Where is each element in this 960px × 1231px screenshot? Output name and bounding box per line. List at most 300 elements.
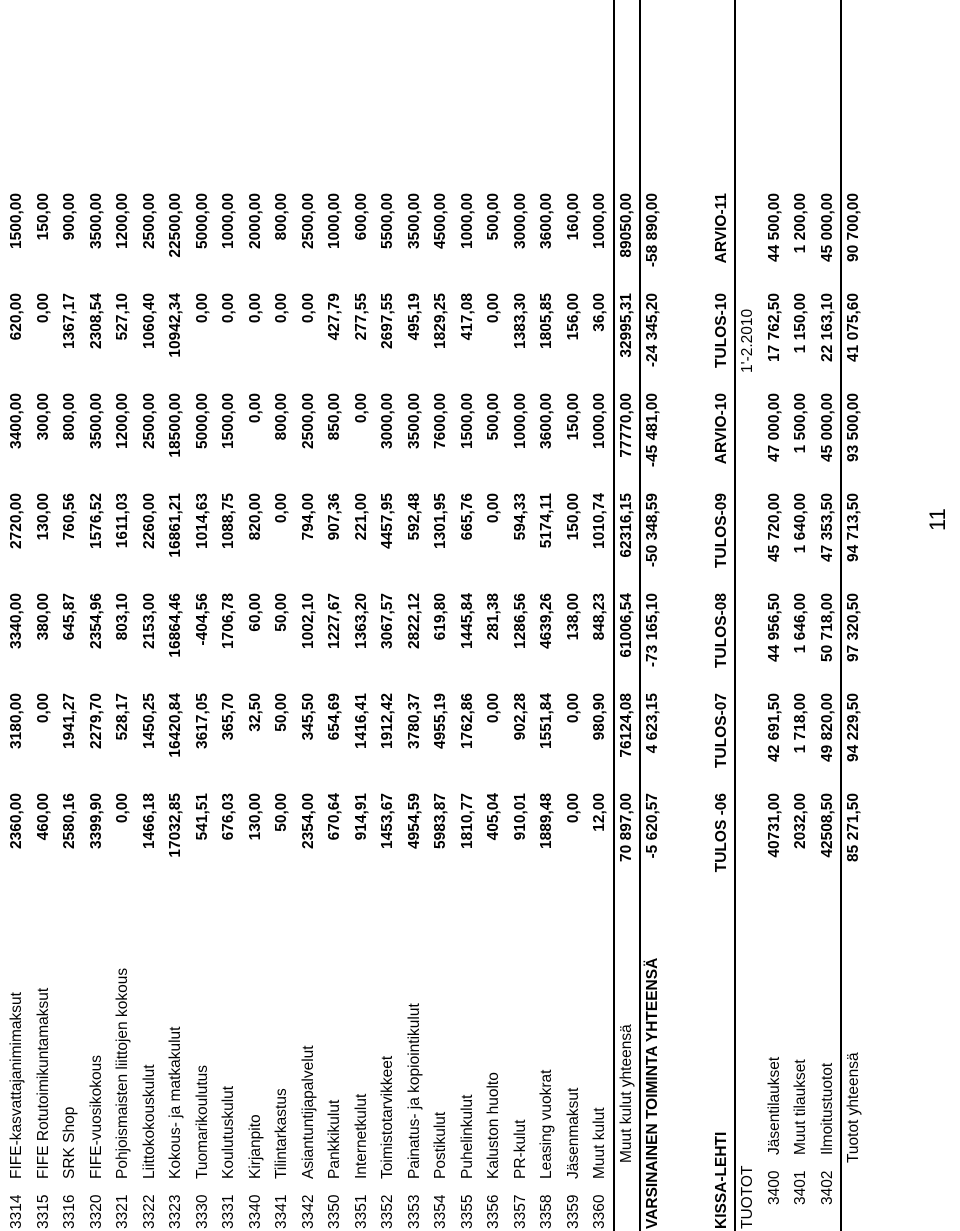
value-cell: 44 500,00 <box>765 193 783 262</box>
value-cell: 2032,00 <box>792 793 809 850</box>
grand-total-label: VARSINAINEN TOIMINTA YHTEENSÄ <box>644 957 661 1229</box>
row-label: Pankkikulut <box>326 1099 343 1179</box>
value-cell: 93 500,00 <box>845 393 862 462</box>
value-cell: 47 353,50 <box>818 493 836 562</box>
row-code: 3351 <box>352 1194 370 1229</box>
value-cell: 1 640,00 <box>792 493 809 554</box>
value-cell: 2500,00 <box>140 193 158 250</box>
column-header: ARVIO-11 <box>712 193 730 264</box>
row-code: 3357 <box>511 1194 529 1229</box>
page-number: 11 <box>925 508 950 531</box>
value-cell: -404,56 <box>193 593 211 646</box>
value-cell: 1 718,00 <box>792 693 809 754</box>
kissa-header-row <box>709 0 735 1231</box>
value-cell: 1 646,00 <box>792 593 809 654</box>
value-cell: 3600,00 <box>538 393 555 450</box>
row-label: Tuomarikoulutus <box>193 1064 211 1179</box>
value-cell: 77770,00 <box>617 393 635 458</box>
value-cell: 800,00 <box>273 193 290 241</box>
value-cell: 794,00 <box>299 493 317 541</box>
value-cell: 2260,00 <box>140 493 158 550</box>
value-cell: 1363,20 <box>352 593 370 650</box>
row-code: 3340 <box>246 1194 264 1229</box>
value-cell: 541,51 <box>193 793 211 841</box>
table-row <box>561 0 587 1231</box>
value-cell: 1000,00 <box>591 393 608 450</box>
value-cell: 18500,00 <box>167 393 184 458</box>
value-cell: 1000,00 <box>326 193 343 250</box>
column-header: TULOS-08 <box>712 593 730 668</box>
value-cell: -50 348,59 <box>644 493 661 568</box>
column-header: TULOS-10 <box>712 293 730 368</box>
value-cell: 1576,52 <box>87 493 105 550</box>
row-label: Ilmoitustuotot <box>818 1062 836 1155</box>
table-row <box>190 0 216 1231</box>
column-header: TULOS-07 <box>712 693 730 768</box>
value-cell: 592,48 <box>405 493 423 541</box>
value-cell: 405,04 <box>485 793 502 841</box>
value-cell: 138,00 <box>564 593 582 641</box>
row-label: Kokous- ja matkakulut <box>167 1026 184 1179</box>
table-row <box>788 0 814 1231</box>
row-label: Kaluston huolto <box>485 1072 502 1179</box>
table-row <box>428 0 454 1231</box>
value-cell: 22500,00 <box>167 193 184 258</box>
value-cell: 4639,26 <box>538 593 555 650</box>
section-label: TUOTOT <box>739 1165 756 1229</box>
value-cell: 1706,78 <box>220 593 237 650</box>
value-cell: 300,00 <box>34 393 52 441</box>
row-code: 3342 <box>299 1194 317 1229</box>
table-row <box>402 0 428 1231</box>
value-cell: 150,00 <box>564 493 582 541</box>
value-cell: 1 500,00 <box>792 393 809 454</box>
value-cell: 0,00 <box>273 293 290 324</box>
value-cell: 1367,17 <box>61 293 78 350</box>
column-header: ARVIO-10 <box>712 393 730 465</box>
row-code: 3353 <box>405 1194 423 1229</box>
row-label: PR-kulut <box>511 1119 529 1179</box>
value-cell: 3180,00 <box>8 693 25 750</box>
table-row <box>296 0 322 1231</box>
table-row <box>137 0 163 1231</box>
expenses-total-row <box>614 0 640 1231</box>
row-label: Jäsentilaukset <box>765 1056 783 1155</box>
value-cell: 49 820,00 <box>818 693 836 762</box>
row-label: Leasing vuokrat <box>538 1069 555 1179</box>
value-cell: 4457,95 <box>379 493 396 550</box>
value-cell: 50,00 <box>273 593 290 632</box>
value-cell: 365,70 <box>220 693 237 741</box>
table-row <box>57 0 83 1231</box>
value-cell: 50 718,00 <box>818 593 836 662</box>
value-cell: 0,00 <box>299 293 317 324</box>
value-cell: 594,33 <box>511 493 529 541</box>
value-cell: -5 620,57 <box>644 793 661 859</box>
value-cell: 619,80 <box>432 593 449 641</box>
value-cell: 50,00 <box>273 693 290 732</box>
value-cell: 676,03 <box>220 793 237 841</box>
value-cell: 3000,00 <box>379 393 396 450</box>
row-label: Postikulut <box>432 1111 449 1179</box>
value-cell: 1810,77 <box>458 793 476 850</box>
table-row <box>762 0 788 1231</box>
table-row <box>269 0 295 1231</box>
row-code: 3356 <box>485 1194 502 1229</box>
value-cell: 16864,46 <box>167 593 184 658</box>
value-cell: 1450,25 <box>140 693 158 750</box>
value-cell: 16420,84 <box>167 693 184 758</box>
value-cell: 1286,56 <box>511 593 529 650</box>
value-cell: 4500,00 <box>432 193 449 250</box>
row-code: 3358 <box>538 1194 555 1229</box>
value-cell: 160,00 <box>564 193 582 241</box>
table-row <box>587 0 613 1231</box>
value-cell: 1453,67 <box>379 793 396 850</box>
value-cell: 3399,90 <box>87 793 105 850</box>
value-cell: 150,00 <box>564 393 582 441</box>
value-cell: 156,00 <box>564 293 582 341</box>
row-code: 3400 <box>765 1170 783 1205</box>
table-row <box>815 0 841 1231</box>
value-cell: 1301,95 <box>432 493 449 550</box>
value-cell: 36,00 <box>591 293 608 332</box>
value-cell: 1445,84 <box>458 593 476 650</box>
value-cell: 2697,55 <box>379 293 396 350</box>
value-cell: 2308,54 <box>87 293 105 350</box>
value-cell: 2580,16 <box>61 793 78 850</box>
value-cell: 3500,00 <box>405 393 423 450</box>
value-cell: 527,10 <box>114 293 131 341</box>
value-cell: 0,00 <box>485 293 502 324</box>
value-cell: -73 165,10 <box>644 593 661 668</box>
value-cell: 1002,10 <box>299 593 317 650</box>
value-cell: 427,79 <box>326 293 343 341</box>
value-cell: 1912,42 <box>379 693 396 750</box>
value-cell: 1383,30 <box>511 293 529 350</box>
value-cell: 0,00 <box>564 693 582 724</box>
value-cell: 0,00 <box>193 293 211 324</box>
value-cell: 800,00 <box>273 393 290 441</box>
value-cell: 0,00 <box>246 293 264 324</box>
value-cell: 41 075,60 <box>845 293 862 362</box>
row-code: 3315 <box>34 1194 52 1229</box>
value-cell: 848,23 <box>591 593 608 641</box>
table-row <box>349 0 375 1231</box>
value-cell: 0,00 <box>485 693 502 724</box>
value-cell: 500,00 <box>485 393 502 441</box>
value-cell: 0,00 <box>114 793 131 824</box>
total-label: Tuotot yhteensä <box>845 1052 862 1163</box>
value-cell: 902,28 <box>511 693 529 741</box>
value-cell: 2720,00 <box>8 493 25 550</box>
value-cell: -58 890,00 <box>644 193 661 268</box>
value-cell: 800,00 <box>61 393 78 441</box>
value-cell: 85 271,50 <box>845 793 862 862</box>
value-cell: 89050,00 <box>617 193 635 258</box>
value-cell: 40731,00 <box>765 793 783 858</box>
value-cell: 3500,00 <box>405 193 423 250</box>
row-code: 3331 <box>220 1194 237 1229</box>
row-label: SRK Shop <box>61 1106 78 1179</box>
section-row <box>735 0 761 1231</box>
table-row <box>455 0 481 1231</box>
row-code: 3352 <box>379 1194 396 1229</box>
table-row <box>31 0 57 1231</box>
value-cell: 32995,31 <box>617 293 635 358</box>
row-code: 3321 <box>114 1194 131 1229</box>
subheader-note: 1'-2.2010 <box>739 308 756 373</box>
kissa-title: KISSA-LEHTI <box>712 1131 730 1229</box>
value-cell: 1200,00 <box>114 393 131 450</box>
value-cell: 0,00 <box>220 293 237 324</box>
row-code: 3359 <box>564 1194 582 1229</box>
grand-total-row <box>640 0 666 1231</box>
value-cell: 1466,18 <box>140 793 158 850</box>
row-label: Tilintarkastus <box>273 1088 290 1179</box>
value-cell: 70 897,00 <box>617 793 635 862</box>
value-cell: 1000,00 <box>220 193 237 250</box>
value-cell: 10942,34 <box>167 293 184 358</box>
row-code: 3320 <box>87 1194 105 1229</box>
value-cell: 645,87 <box>61 593 78 641</box>
value-cell: 12,00 <box>591 793 608 832</box>
value-cell: 1010,74 <box>591 493 608 550</box>
value-cell: 16861,21 <box>167 493 184 558</box>
value-cell: 665,76 <box>458 493 476 541</box>
row-label: Toimistotarvikkeet <box>379 1055 396 1179</box>
row-code: 3360 <box>591 1194 608 1229</box>
value-cell: 803,10 <box>114 593 131 641</box>
value-cell: 980,90 <box>591 693 608 741</box>
table-row <box>84 0 110 1231</box>
value-cell: 221,00 <box>352 493 370 541</box>
value-cell: 1088,75 <box>220 493 237 550</box>
value-cell: 62316,15 <box>617 493 635 558</box>
value-cell: -45 481,00 <box>644 393 661 468</box>
table-row <box>375 0 401 1231</box>
value-cell: 1000,00 <box>458 193 476 250</box>
value-cell: 417,08 <box>458 293 476 341</box>
value-cell: 94 713,50 <box>845 493 862 562</box>
value-cell: 32,50 <box>246 693 264 732</box>
value-cell: 1805,85 <box>538 293 555 350</box>
total-label: Muut kulut yhteensä <box>617 1024 635 1163</box>
value-cell: 4954,59 <box>405 793 423 850</box>
value-cell: 3340,00 <box>8 593 25 650</box>
row-code: 3355 <box>458 1194 476 1229</box>
value-cell: 1014,63 <box>193 493 211 550</box>
value-cell: 17 762,50 <box>765 293 783 362</box>
value-cell: 914,91 <box>352 793 370 841</box>
row-code: 3323 <box>167 1194 184 1229</box>
row-code: 3314 <box>8 1194 25 1229</box>
row-code: 3322 <box>140 1194 158 1229</box>
value-cell: 528,17 <box>114 693 131 741</box>
value-cell: 2500,00 <box>299 193 317 250</box>
table-row <box>508 0 534 1231</box>
value-cell: 1500,00 <box>220 393 237 450</box>
value-cell: 97 320,50 <box>845 593 862 662</box>
table-row <box>481 0 507 1231</box>
row-label: Internetkulut <box>352 1093 370 1179</box>
table-row <box>110 0 136 1231</box>
value-cell: 1500,00 <box>8 193 25 250</box>
value-cell: 2000,00 <box>246 193 264 250</box>
value-cell: 3067,57 <box>379 593 396 650</box>
value-cell: 1060,40 <box>140 293 158 350</box>
value-cell: 2279,70 <box>87 693 105 750</box>
value-cell: 1416,41 <box>352 693 370 750</box>
row-label: Kirjanpito <box>246 1114 264 1179</box>
value-cell: 3600,00 <box>538 193 555 250</box>
value-cell: 5500,00 <box>379 193 396 250</box>
row-label: Koulutuskulut <box>220 1085 237 1179</box>
row-code: 3316 <box>61 1194 78 1229</box>
row-code: 3402 <box>818 1170 836 1205</box>
row-label: Asiantuntijapalvelut <box>299 1045 317 1179</box>
table-row <box>163 0 189 1231</box>
value-cell: 850,00 <box>326 393 343 441</box>
value-cell: 620,00 <box>8 293 25 341</box>
row-code: 3330 <box>193 1194 211 1229</box>
row-label: Painatus- ja kopiointikulut <box>405 1003 423 1179</box>
value-cell: 5174,11 <box>538 493 555 549</box>
value-cell: 50,00 <box>273 793 290 832</box>
value-cell: 760,56 <box>61 493 78 541</box>
row-code: 3354 <box>432 1194 449 1229</box>
value-cell: 1 150,00 <box>792 293 809 354</box>
value-cell: 3500,00 <box>87 393 105 450</box>
value-cell: 2153,00 <box>140 593 158 650</box>
value-cell: 1000,00 <box>591 193 608 250</box>
table-row <box>243 0 269 1231</box>
value-cell: 2500,00 <box>140 393 158 450</box>
table-row <box>4 0 30 1231</box>
value-cell: 1500,00 <box>458 393 476 450</box>
row-code: 3350 <box>326 1194 343 1229</box>
row-label: Puhelinkulut <box>458 1094 476 1179</box>
value-cell: 60,00 <box>246 593 264 632</box>
value-cell: 1 200,00 <box>792 193 809 254</box>
value-cell: 7600,00 <box>432 393 449 450</box>
column-header: TULOS -06 <box>712 793 730 873</box>
value-cell: 61006,54 <box>617 593 635 658</box>
value-cell: 1829,25 <box>432 293 449 350</box>
value-cell: 5000,00 <box>193 393 211 450</box>
row-label: FIFE-vuosikokous <box>87 1054 105 1179</box>
value-cell: 1889,48 <box>538 793 555 850</box>
value-cell: 910,01 <box>511 793 529 841</box>
kissa-total-row <box>841 0 867 1231</box>
value-cell: 0,00 <box>352 393 370 424</box>
value-cell: 0,00 <box>246 393 264 424</box>
value-cell: 3500,00 <box>87 193 105 250</box>
value-cell: 900,00 <box>61 193 78 241</box>
value-cell: 17032,85 <box>167 793 184 858</box>
row-label: Liittokokouskulut <box>140 1064 158 1179</box>
value-cell: 22 163,10 <box>818 293 836 362</box>
value-cell: 42 691,50 <box>765 693 783 762</box>
value-cell: 1200,00 <box>114 193 131 250</box>
table-row <box>534 0 560 1231</box>
value-cell: 907,36 <box>326 493 343 541</box>
value-cell: 0,00 <box>564 793 582 824</box>
value-cell: 130,00 <box>34 493 52 541</box>
row-label: FIFE-kasvattajanimimaksut <box>8 992 25 1179</box>
value-cell: 1762,86 <box>458 693 476 750</box>
value-cell: 1551,84 <box>538 693 555 750</box>
value-cell: 281,38 <box>485 593 502 641</box>
value-cell: 600,00 <box>352 193 370 241</box>
value-cell: 0,00 <box>34 693 52 724</box>
row-label: Muut kulut <box>591 1107 608 1179</box>
value-cell: 130,00 <box>246 793 264 841</box>
value-cell: 44 956,50 <box>765 593 783 662</box>
table-row <box>322 0 348 1231</box>
value-cell: 500,00 <box>485 193 502 241</box>
value-cell: 90 700,00 <box>845 193 862 262</box>
value-cell: 94 229,50 <box>845 693 862 762</box>
value-cell: 0,00 <box>273 493 290 524</box>
value-cell: 0,00 <box>34 293 52 324</box>
row-label: Muut tilaukset <box>792 1059 809 1155</box>
value-cell: 5983,87 <box>432 793 449 850</box>
value-cell: 1227,67 <box>326 593 343 650</box>
value-cell: 1941,27 <box>61 693 78 750</box>
value-cell: 150,00 <box>34 193 52 241</box>
value-cell: 42508,50 <box>818 793 836 858</box>
value-cell: 820,00 <box>246 493 264 541</box>
value-cell: 1000,00 <box>511 393 529 450</box>
value-cell: 1611,03 <box>114 493 131 549</box>
value-cell: 2822,12 <box>405 593 423 650</box>
value-cell: 45 000,00 <box>818 393 836 462</box>
value-cell: 3617,05 <box>193 693 211 750</box>
value-cell: 380,00 <box>34 593 52 641</box>
row-code: 3401 <box>792 1170 809 1205</box>
value-cell: 47 000,00 <box>765 393 783 462</box>
value-cell: 2354,00 <box>299 793 317 850</box>
column-header: TULOS-09 <box>712 493 730 568</box>
value-cell: 3780,37 <box>405 693 423 750</box>
row-label: Pohjoismaisten liittojen kokous <box>114 967 131 1179</box>
value-cell: 4 623,15 <box>644 693 661 754</box>
row-label: FIFE Rotutoimikuntamaksut <box>34 987 52 1179</box>
value-cell: 3000,00 <box>511 193 529 250</box>
value-cell: 2500,00 <box>299 393 317 450</box>
value-cell: 45 720,00 <box>765 493 783 562</box>
row-label: Jäsenmaksut <box>564 1087 582 1179</box>
value-cell: 460,00 <box>34 793 52 841</box>
value-cell: 3400,00 <box>8 393 25 450</box>
value-cell: 2354,96 <box>87 593 105 650</box>
value-cell: 45 000,00 <box>818 193 836 262</box>
value-cell: 76124,08 <box>617 693 635 758</box>
value-cell: 2360,00 <box>8 793 25 850</box>
row-code: 3341 <box>273 1194 290 1229</box>
table-row <box>216 0 242 1231</box>
value-cell: -24 345,20 <box>644 293 661 368</box>
value-cell: 4955,19 <box>432 693 449 750</box>
value-cell: 670,64 <box>326 793 343 841</box>
value-cell: 495,19 <box>405 293 423 341</box>
value-cell: 0,00 <box>485 493 502 524</box>
value-cell: 5000,00 <box>193 193 211 250</box>
value-cell: 654,69 <box>326 693 343 741</box>
value-cell: 277,55 <box>352 293 370 341</box>
value-cell: 345,50 <box>299 693 317 741</box>
